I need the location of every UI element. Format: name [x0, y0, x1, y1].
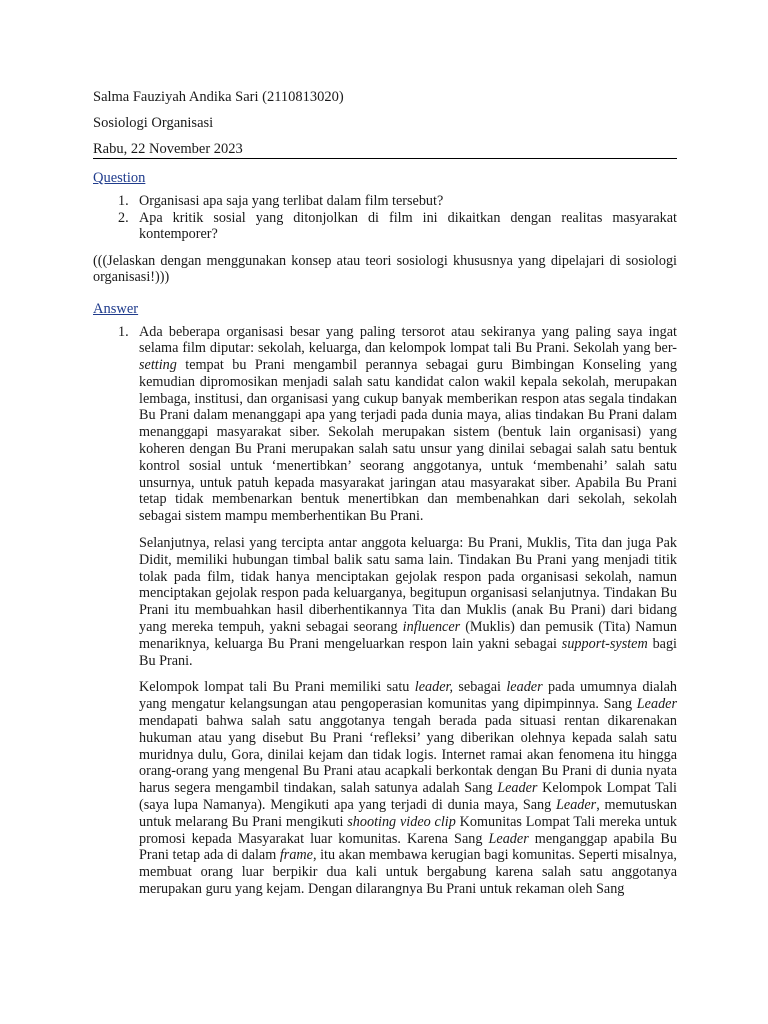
question-list [93, 193, 677, 243]
italic-run: influencer [402, 619, 461, 636]
answer-item [93, 324, 677, 898]
answer-number: 1. [118, 323, 129, 340]
text-run: , memutuskan untuk melarang Bu Prani mengikuti [139, 797, 677, 830]
italic-run: Leader [497, 780, 538, 797]
italic-run: leader [506, 679, 543, 696]
italic-run: setting [139, 357, 177, 374]
text-run: sebagai [453, 679, 507, 696]
italic-run: frame [279, 847, 313, 864]
text-run: pada umumnya dialah yang mengatur kelangsungan atau pengoperasian komunitas yang dipimpinnya. Sang [139, 679, 677, 713]
text-run: Ada beberapa organisasi besar yang paling tersorot atau sekiranya yang paling saya ingat selama film diputar: sekolah, keluarga, dan kelompok lompat tali Bu Prani. Sekolah yang ber- [139, 323, 677, 357]
answer-paragraph-3 [139, 679, 677, 897]
italic-run: shooting video clip [347, 813, 456, 830]
header-divider [93, 158, 677, 159]
course-name: Sosiologi Organisasi [93, 115, 214, 131]
italic-run: leader, [414, 679, 454, 696]
answer-heading: Answer [93, 300, 139, 317]
text-run: Kelompok lompat tali Bu Prani memiliki satu [139, 679, 415, 696]
text-run: Komunitas Lompat Tali mereka untuk promosi kepada Masyarakat luar komunitas. Karena Sang [139, 813, 677, 847]
answer-paragraph-1 [139, 324, 677, 526]
document-header [93, 88, 677, 166]
italic-run: Leader [556, 797, 597, 814]
text-run: tempat bu Prani mengambil perannya sebagai guru Bimbingan Konseling yang kemudian dipromosikan menjadi salah satu kandidat calon wakil kepala sekolah, merupakan lembaga, institusi, dan organisasi yang cukup banyak memberikan respon atas segala tindakan Bu Prani dalam menanggapi apa yang terjadi pada dunia maya, alias tindakan Bu Prani dalam menanggapi masyarakat siber. Sekolah merupakan sistem (bentuk lain organisasi) yang koheren dengan Bu Prani merupakan salah satu unsur yang dinilai sebagai salah satu bentuk kontrol sosial untuk ‘menertibkan’ seorang anggotanya, untuk ‘membenahi’ salah satu unsurnya, untuk patuh kepada masyarakat jaringan atau masyarakat siber. Apabila Bu Prani tetap tidak membenarkan bentuk menertibkan dan membenahkan dari sekolah, sekolah sebagai sistem mampu memberhentikan Bu Prani. [139, 357, 677, 525]
text-run: Selanjutnya, relasi yang tercipta antar anggota keluarga: Bu Prani, Muklis, Tita dan juga Pak Didit, memiliki hubungan timbal balik satu sama lain. Tindakan Bu Prani yang menjadi titik tolak pada film, tidak hanya menciptakan gejolak respon pada organisasi sekolah, namun menciptakan gejolak respon pada keluarganya, begitupun organisasi selanjutnya. Tindakan Bu Prani itu membuahkan hasil diberhentikannya Tita dan Muklis (anak Bu Prani) dari bidang yang mereka tempuh, yakni sebagai seorang [139, 535, 677, 636]
question-number: 1. [118, 193, 129, 209]
italic-run: Leader [636, 696, 677, 713]
text-run: (Muklis) dan pemusik (Tita) Namun menariknya, keluarga Bu Prani mengeluarkan respon lain yakni sebagai [139, 619, 678, 652]
question-item [93, 210, 677, 243]
question-note: (((Jelaskan dengan menggunakan konsep atau teori sosiologi khususnya yang dipelajari di sosiologi organisasi!))) [93, 252, 677, 285]
author-name: Salma Fauziyah Andika Sari (2110813020) [93, 89, 344, 105]
document-body [93, 169, 677, 908]
text-run: Kelompok Lompat Tali (saya lupa Namanya). Mengikuti apa yang terjadi di dunia maya, Sang [139, 780, 677, 814]
question-item [93, 193, 677, 210]
answer-paragraph-2 [139, 535, 677, 669]
question-heading: Question [93, 170, 146, 186]
question-number: 2. [118, 209, 129, 226]
italic-run: Leader [488, 830, 529, 847]
text-run: mendapati bahwa salah satu anggotanya tengah berada pada situasi rentan dikarenakan hukuman atau yang disebut Bu Prani ‘refleksi’ yang diberikan olehnya kepada salah satu muridnya dulu, Gora, dinilai kejam dan tidak logis. Internet ramai akan fenomena itu hingga orang-orang yang mengenal Bu Prani atau acapkali berkontak dengan Bu Prani di dunia nyata harus segera mengambil tindakan, salah satunya adalah Sang [139, 713, 677, 797]
italic-run: support-system [561, 635, 648, 652]
document-date: Rabu, 22 November 2023 [93, 141, 243, 157]
text-run: menganggap apabila Bu Prani tetap ada di dalam [139, 830, 677, 864]
question-text: Organisasi apa saja yang terlibat dalam film tersebut? [139, 193, 444, 209]
text-run: , itu akan membawa kerugian bagi komunitas. Seperti misalnya, membuat orang luar berpikir dua kali untuk bergabung karena salah satu anggotanya merupakan guru yang kejam. Dengan dilarangnya Bu Prani untuk rekaman oleh Sang [139, 847, 677, 897]
question-text: Apa kritik sosial yang ditonjolkan di film ini dikaitkan dengan realitas masyarakat kontemporer? [139, 209, 677, 242]
text-run: bagi Bu Prani. [139, 635, 677, 669]
